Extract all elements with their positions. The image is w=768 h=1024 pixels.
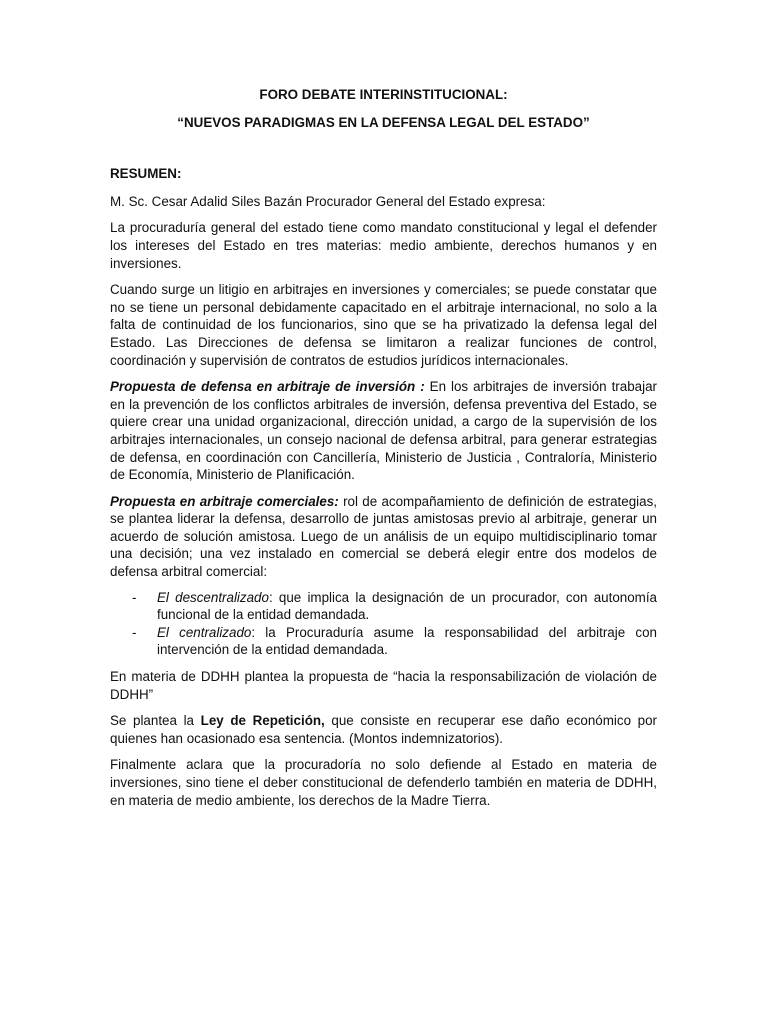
list-item-text: : la Procuraduría asume la responsabilidad del arbitraje con intervención de la entidad demandada. <box>157 624 657 658</box>
paragraph-commercial-proposal <box>110 493 657 581</box>
list-dash: - <box>132 624 137 640</box>
list-item-term: El descentralizado <box>157 589 269 605</box>
repetition-law-term: Ley de Repetición, <box>200 713 325 729</box>
document-body <box>110 86 657 809</box>
paragraph-litigation: Cuando surge un litigio en arbitrajes en inversiones y comerciales; se puede constatar que no se tiene un personal debidamente capacitado en el arbitraje internacional, no solo a la falta de continuidad de los funcionarios, sino que se ha privatizado la defensa legal del Estado. Las Direcciones de defensa se limitaron a realizar funciones de control, coordinación y supervisión de contratos de estudios jurídicos internacionales. <box>110 282 657 368</box>
repetition-law-pre: Se plantea la <box>110 713 201 729</box>
investment-proposal-lead: Propuesta de defensa en arbitraje de inversión : <box>110 379 425 395</box>
document-title-line-2: “NUEVOS PARADIGMAS EN LA DEFENSA LEGAL DEL ESTADO” <box>177 114 590 130</box>
section-heading-resumen: RESUMEN: <box>110 166 182 182</box>
commercial-proposal-body: rol de acompañamiento de definición de estrategias, se plantea liderar la defensa, desarrollo de juntas amistosas previo al arbitraje, generar un acuerdo de solución amistosa. Luego de un análisis de un equipo multidisciplinario tomar una decisión; una vez instalado en comercial se deberá elegir entre dos modelos de defensa arbitral comercial: <box>110 493 657 580</box>
paragraph-conclusion: Finalmente aclara que la procuradoría no solo defiende al Estado en materia de inversiones, sino tiene el deber constitucional de defenderlo también en materia de DDHH, en materia de medio ambiente, los derechos de la Madre Tierra. <box>110 757 657 808</box>
investment-proposal-body: En los arbitrajes de inversión trabajar en la prevención de los conflictos arbitrales de inversión, defensa preventiva del Estado, se quiere crear una unidad organizacional, dirección unidad, a cargo de la supervisión de los arbitrajes internacionales, un consejo nacional de defensa arbitral, para generar estrategias de defensa, en coordinación con Cancillería, Ministerio de Justicia , Contraloría, Ministerio de Economía, Ministerio de Planificación. <box>110 379 657 483</box>
paragraph-repetition-law <box>110 712 657 747</box>
document-title-line-1: FORO DEBATE INTERINSTITUCIONAL: <box>259 87 508 102</box>
commercial-proposal-lead: Propuesta en arbitraje comerciales: <box>110 493 339 509</box>
defense-models-list <box>110 589 657 659</box>
intro-paragraph: M. Sc. Cesar Adalid Siles Bazán Procurador General del Estado expresa: <box>110 193 546 209</box>
repetition-law-post: que consiste en recuperar ese daño económico por quienes han ocasionado esa sentencia. (Montos indemnizatorios). <box>110 713 657 746</box>
paragraph-mandate: La procuraduría general del estado tiene como mandato constitucional y legal el defender los intereses del Estado en tres materias: medio ambiente, derechos humanos y en inversiones. <box>110 220 657 271</box>
list-item-decentralized <box>110 589 657 624</box>
list-item-text: : que implica la designación de un procurador, con autonomía funcional de la entidad demandada. <box>157 589 657 623</box>
list-item-centralized <box>110 624 657 659</box>
paragraph-ddhh: En materia de DDHH plantea la propuesta de “hacia la responsabilización de violación de DDHH” <box>110 669 657 702</box>
list-dash: - <box>132 589 137 605</box>
paragraph-investment-proposal <box>110 378 657 484</box>
list-item-term: El centralizado <box>157 624 252 640</box>
